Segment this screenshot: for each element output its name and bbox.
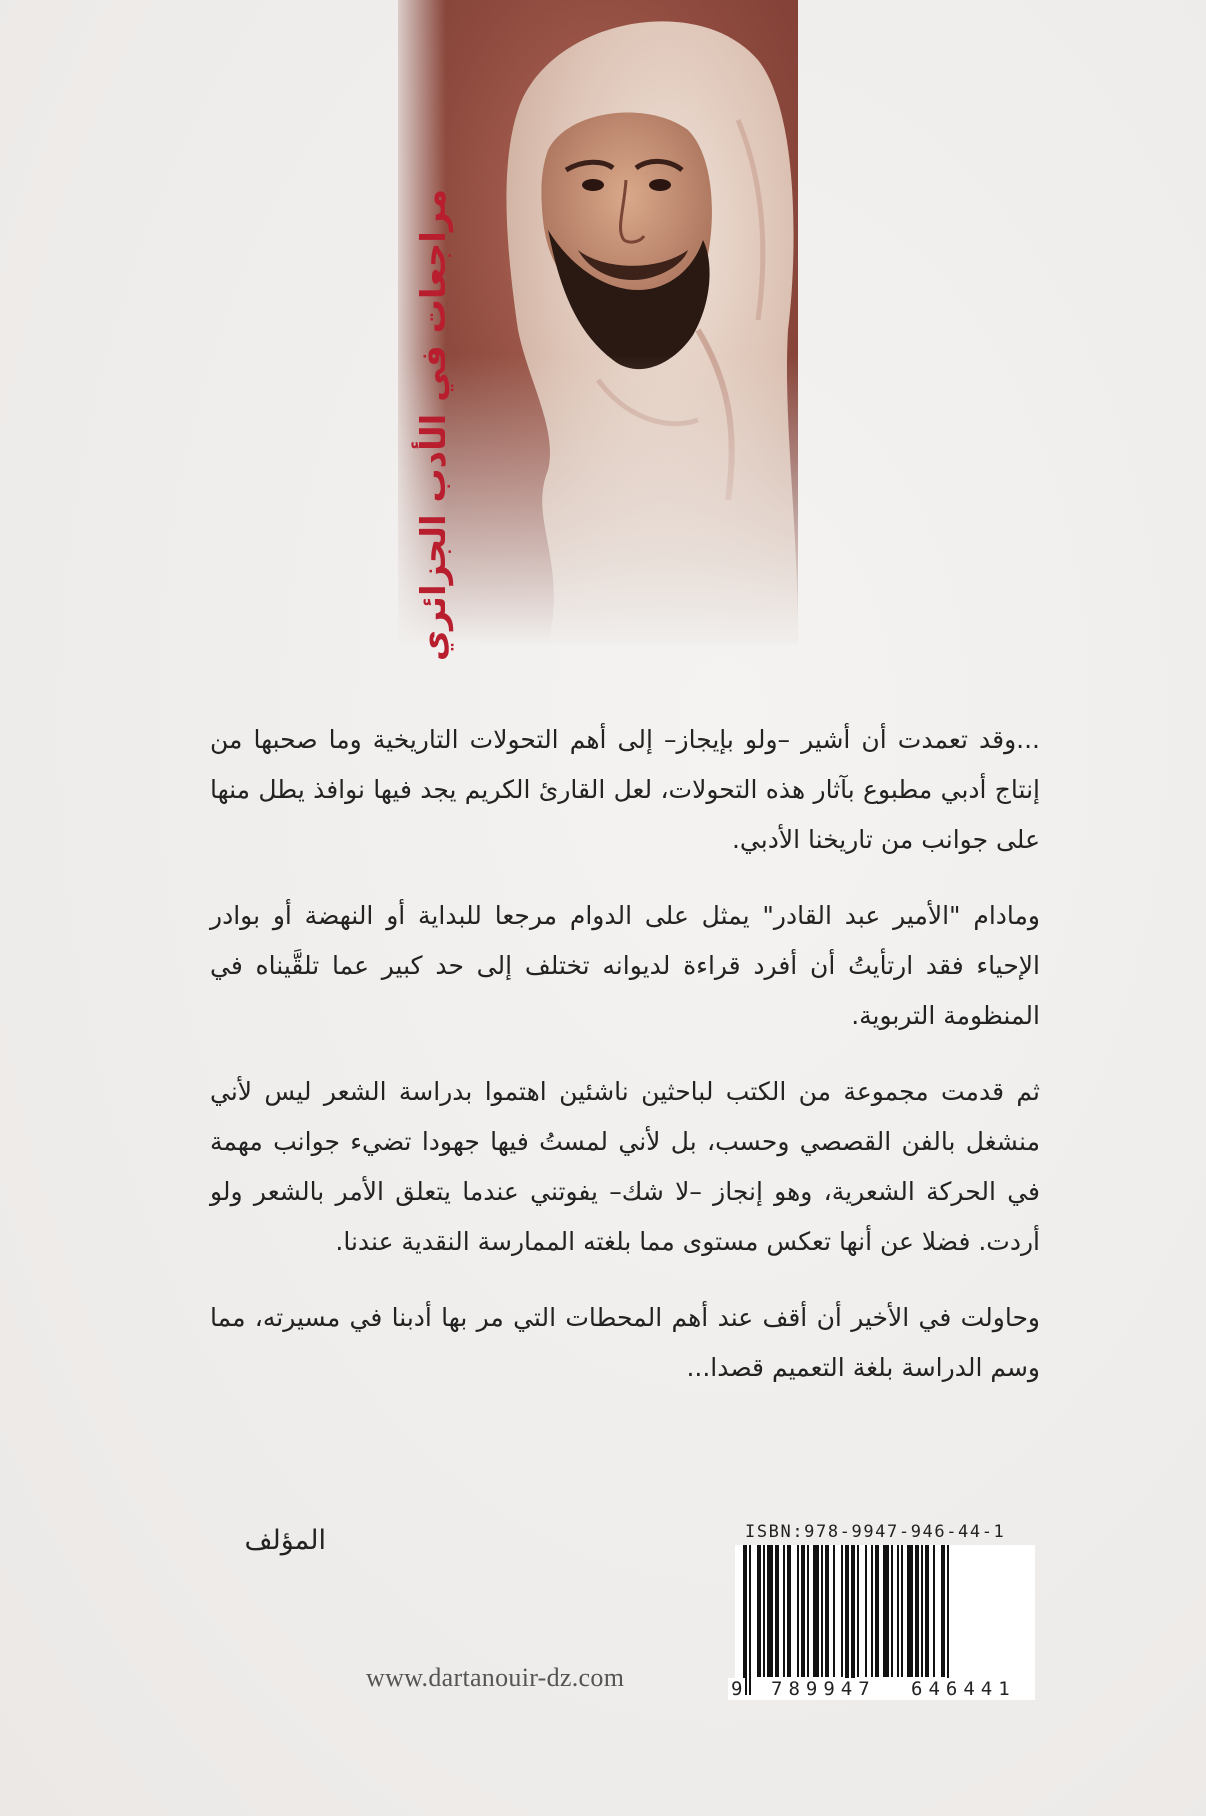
barcode-bar: [921, 1545, 923, 1677]
blurb-paragraph: ومادام "الأمير عبد القادر" يمثل على الدوام مرجعا للبداية أو النهضة أو بوادر الإحياء فقد ارتأيتُ أن أفرد قراءة لديوانه تختلف إلى حد كبير عما تلقَّيناه في المنظومة التربوية.: [210, 901, 1040, 1030]
barcode-bar: [883, 1545, 889, 1677]
barcode-bar: [813, 1545, 819, 1677]
barcode: [735, 1545, 1035, 1700]
series-title: [398, 188, 470, 662]
barcode-bar: [807, 1545, 809, 1677]
barcode-bar: [763, 1545, 765, 1677]
barcode-bar: [797, 1545, 799, 1677]
barcode-bar: [925, 1545, 929, 1677]
blurb-paragraph: ...وقد تعمدت أن أشير –ولو بإيجاز– إلى أهم التحولات التاريخية وما صحبها من إنتاج أدبي مطبوع بآثار هذه التحولات، لعل القارئ الكريم يجد فيها نوافذ يطل منها على جوانب من تاريخنا الأدبي.: [210, 725, 1040, 854]
barcode-bar: [833, 1545, 835, 1677]
barcode-bar: [941, 1545, 945, 1677]
blurb-paragraph: وحاولت في الأخير أن أقف عند أهم المحطات التي مر بها أدبنا في مسيرته، مما وسم الدراسة بلغة التعميم قصدا...: [210, 1303, 1040, 1382]
barcode-bar: [801, 1545, 805, 1677]
barcode-bar: [787, 1545, 791, 1677]
barcode-bar: [901, 1545, 903, 1677]
barcode-bar: [851, 1545, 855, 1695]
barcode-left-digits: 789947: [768, 1678, 879, 1700]
barcode-bar: [821, 1545, 823, 1677]
barcode-bar: [841, 1545, 843, 1677]
barcode-bar: [897, 1545, 899, 1677]
blurb-paragraph: ثم قدمت مجموعة من الكتب لباحثين ناشئين اهتموا بدراسة الشعر ليس لأني منشغل بالفن القصصي وحسب، بل لأني لمستُ فيها جهودا تضيء جوانب مهمة في الحركة الشعرية، وهو إنجاز –لا شك– يفوتني عندما يتعلق الأمر بالشعر ولو أردت. فضلا عن أنها تعكس مستوى مما بلغته الممارسة النقدية عندنا.: [210, 1077, 1040, 1256]
series-title-text: مراجعات في الأدب الجزائري: [414, 188, 455, 662]
barcode-first-digit: 9: [728, 1678, 745, 1700]
author-signature: المؤلف: [244, 1525, 326, 1556]
isbn-text: ISBN:978-9947-946-44-1: [745, 1522, 1006, 1542]
barcode-bar: [743, 1545, 747, 1695]
barcode-bar: [845, 1545, 849, 1695]
barcode-bar: [947, 1545, 949, 1695]
barcode-bar: [825, 1545, 829, 1677]
blurb-text: [210, 715, 1040, 1419]
barcode-right-digits: 646441: [908, 1678, 1019, 1700]
barcode-bar: [857, 1545, 859, 1677]
barcode-bar: [749, 1545, 751, 1695]
barcode-bar: [933, 1545, 935, 1677]
barcode-bar: [767, 1545, 773, 1677]
barcode-bar: [915, 1545, 919, 1677]
publisher-website: www.dartanouir-dz.com: [366, 1663, 625, 1692]
barcode-bar: [907, 1545, 913, 1677]
barcode-bar: [871, 1545, 873, 1677]
barcode-digits: [728, 1678, 1043, 1704]
barcode-bar: [783, 1545, 785, 1677]
barcode-bar: [757, 1545, 761, 1677]
barcode-bar: [891, 1545, 893, 1677]
barcode-bar: [865, 1545, 867, 1677]
barcode-bar: [775, 1545, 779, 1677]
barcode-bar: [875, 1545, 879, 1677]
